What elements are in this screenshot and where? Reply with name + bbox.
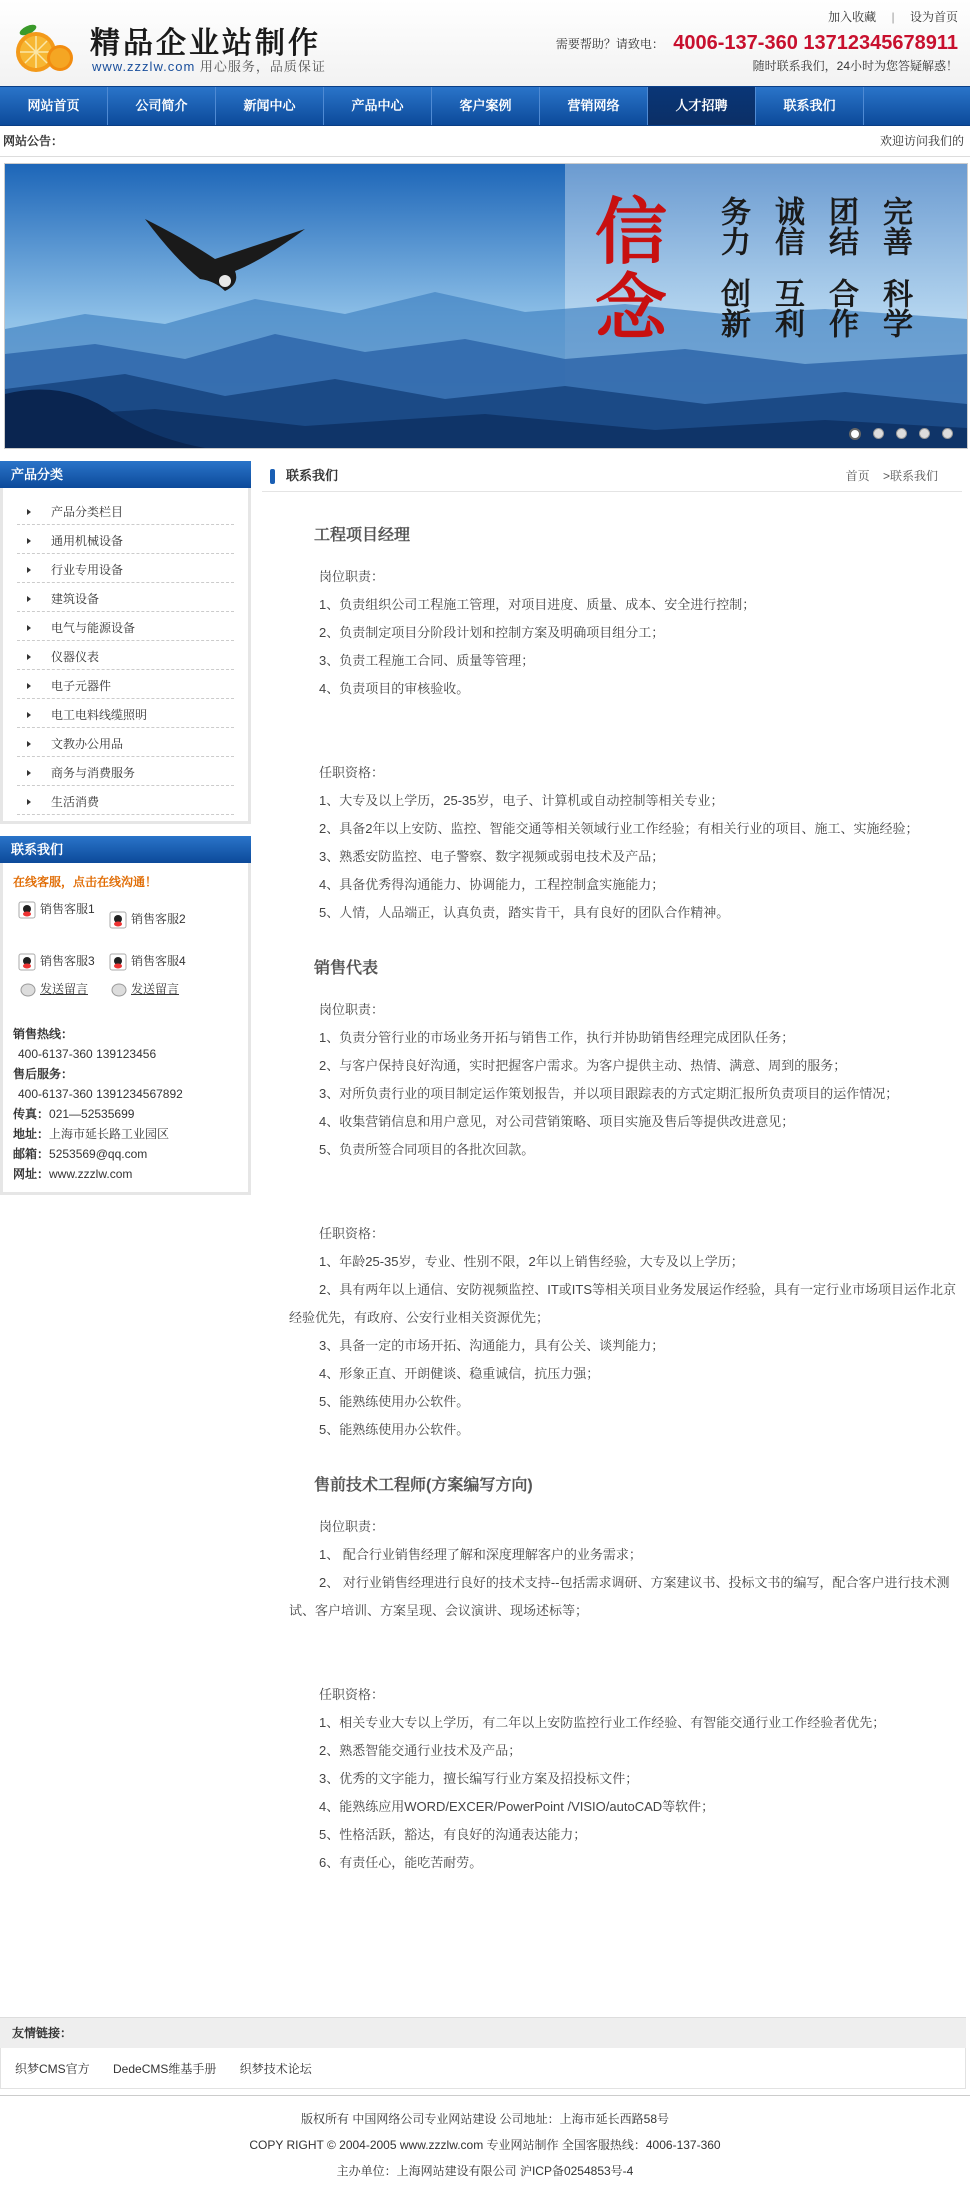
kefu-label: 销售客服4 — [131, 954, 186, 968]
info-value: 5253569@qq.com — [49, 1147, 148, 1161]
spacer — [289, 703, 962, 731]
main-nav — [0, 86, 970, 126]
banner-phrase-1: 务力 — [715, 196, 750, 256]
sidebar — [0, 461, 251, 1195]
category-item[interactable]: 电气与能源设备 — [17, 612, 234, 641]
info-line — [13, 1144, 238, 1164]
friend-link[interactable]: DedeCMS维基手册 — [113, 2062, 217, 2076]
slide-dots — [849, 428, 953, 440]
req-item: 5、人情，人品端正，认真负责，踏实肯干，具有良好的团队合作精神。 — [319, 905, 730, 920]
req-label: 任职资格： — [319, 1687, 385, 1702]
spacer — [289, 731, 962, 759]
info-label: 售后服务： — [13, 1067, 74, 1081]
friend-link[interactable]: 织梦技术论坛 — [239, 2062, 312, 2076]
banner-char-1: 信 — [595, 189, 668, 274]
top-links — [828, 8, 958, 25]
req-item: 4、具备优秀得沟通能力、协调能力，工程控制盒实施能力； — [319, 877, 665, 892]
info-line — [13, 1024, 238, 1044]
spacer — [289, 1164, 962, 1192]
job-title: 工程项目经理 — [314, 527, 411, 544]
main-area — [0, 461, 970, 2001]
nav-contact[interactable]: 联系我们 — [756, 87, 864, 125]
nav-cases[interactable]: 客户案例 — [432, 87, 540, 125]
info-line — [13, 1104, 238, 1124]
slide-dot-2[interactable] — [873, 428, 884, 439]
info-value: 400-6137-360 1391234567892 — [18, 1087, 183, 1101]
info-label: 网址： — [13, 1167, 50, 1181]
logo-slogan: 用心服务，品质保证 — [199, 59, 326, 74]
info-label: 传真： — [13, 1107, 50, 1121]
info-value: 021—52535699 — [49, 1107, 135, 1121]
site-notice — [0, 126, 970, 157]
duty-label: 岗位职责： — [319, 1519, 385, 1534]
job-title: 销售代表 — [314, 960, 379, 977]
kefu-1[interactable] — [18, 900, 98, 919]
info-label: 地址： — [13, 1127, 50, 1141]
job-listings — [262, 492, 962, 1877]
req-item: 5、能熟练使用办公软件。 — [319, 1394, 470, 1409]
duty-item: 1、负责组织公司工程施工管理，对项目进度、质量、成本、安全进行控制； — [319, 597, 756, 612]
footer-line: COPY RIGHT © 2004-2005 www.zzzlw.com 专业网站制作 全国客服热线：4006-137-360 — [249, 2138, 721, 2152]
req-label: 任职资格： — [319, 1226, 385, 1241]
duty-item: 4、收集营销信息和用户意见，对公司营销策略、项目实施及售后等提供改进意见； — [319, 1114, 795, 1129]
send-message-label: 发送留言 — [40, 982, 89, 996]
page-title: 联系我们 — [286, 468, 339, 483]
req-item: 1、大专及以上学历，25-35岁，电子、计算机或自动控制等相关专业； — [319, 793, 724, 808]
duty-item: 1、负责分管行业的市场业务开拓与销售工作，执行并协助销售经理完成团队任务； — [319, 1030, 795, 1045]
req-item: 3、具备一定的市场开拓、沟通能力，具有公关、谈判能力； — [319, 1338, 665, 1353]
duty-item: 2、 对行业销售经理进行良好的技术支持--包括需求调研、方案建议书、投标文书的编写，配合客户进行技术测试、客户培训、方案呈现、会议演讲、现场述标等； — [289, 1575, 950, 1618]
category-item[interactable]: 建筑设备 — [17, 583, 234, 612]
help-label: 需要帮助？请致电： — [555, 37, 664, 51]
duty-item: 2、负责制定项目分阶段计划和控制方案及明确项目组分工； — [319, 625, 665, 640]
duty-item: 4、负责项目的审核验收。 — [319, 681, 470, 696]
hotline-number: 4006-137-360 13712345678911 — [673, 32, 958, 54]
send-message-link-2[interactable] — [111, 980, 179, 997]
category-item[interactable]: 商务与消费服务 — [17, 757, 234, 786]
category-item[interactable]: 电工电料线缆照明 — [17, 699, 234, 728]
online-service-title: 在线客服，点击在线沟通！ — [13, 875, 158, 889]
send-message-link-1[interactable] — [20, 980, 88, 997]
info-line — [13, 1064, 238, 1084]
banner-red-chars — [595, 189, 668, 350]
kefu-label: 销售客服2 — [131, 912, 186, 926]
category-item[interactable]: 产品分类栏目 — [17, 496, 234, 525]
info-label: 销售热线： — [13, 1027, 74, 1041]
content-area — [262, 461, 962, 1877]
banner-phrases — [695, 196, 911, 338]
banner — [4, 163, 968, 449]
banner-phrase-3: 团结 — [823, 196, 858, 256]
notice-text[interactable]: 欢迎访问我们的 — [879, 134, 964, 148]
contact-title: 联系我们 — [0, 836, 251, 863]
req-item: 4、能熟练应用WORD/EXCER/PowerPoint /VISIO/autoCAD等软件； — [319, 1799, 715, 1814]
kefu-3[interactable] — [18, 952, 95, 971]
banner-phrase-5: 创新 — [715, 278, 750, 338]
add-favorite-link[interactable]: 加入收藏 — [828, 10, 877, 24]
category-item[interactable]: 行业专用设备 — [17, 554, 234, 583]
kefu-grid — [13, 900, 238, 1006]
orange-logo-icon — [10, 18, 80, 74]
slide-dot-5[interactable] — [942, 428, 953, 439]
banner-phrase-6: 互利 — [769, 278, 804, 338]
req-item: 1、年龄25-35岁，专业、性别不限，2年以上销售经验，大专及以上学历； — [319, 1254, 744, 1269]
category-item[interactable]: 文教办公用品 — [17, 728, 234, 757]
friend-link[interactable]: 织梦CMS官方 — [15, 2062, 90, 2076]
kefu-4[interactable] — [109, 952, 186, 971]
nav-home[interactable]: 网站首页 — [0, 87, 108, 125]
duty-item: 1、 配合行业销售经理了解和深度理解客户的业务需求； — [319, 1547, 642, 1562]
info-line — [13, 1164, 238, 1184]
req-item: 5、性格活跃，豁达，有良好的沟通表达能力； — [319, 1827, 587, 1842]
duty-item: 2、与客户保持良好沟通，实时把握客户需求。为客户提供主动、热情、满意、周到的服务； — [319, 1058, 847, 1073]
req-item: 3、熟悉安防监控、电子警察、数字视频或弱电技术及产品； — [319, 849, 665, 864]
category-item[interactable]: 电子元器件 — [17, 670, 234, 699]
category-title: 产品分类 — [0, 461, 251, 488]
kefu-label: 销售客服3 — [40, 954, 95, 968]
req-item: 3、优秀的文字能力，擅长编写行业方案及招投标文件； — [319, 1771, 639, 1786]
slide-dot-1[interactable] — [849, 428, 861, 440]
job-title: 售前技术工程师(方案编写方向) — [314, 1477, 533, 1494]
info-value: 400-6137-360 139123456 — [18, 1047, 157, 1061]
req-item: 5、能熟练使用办公软件。 — [319, 1422, 470, 1437]
friend-links — [0, 2017, 966, 2089]
site-header — [0, 0, 970, 86]
req-item: 6、有责任心，能吃苦耐劳。 — [319, 1855, 483, 1870]
site-footer — [0, 2095, 970, 2184]
set-homepage-link[interactable]: 设为首页 — [909, 10, 958, 24]
category-item[interactable]: 通用机械设备 — [17, 525, 234, 554]
info-line — [13, 1084, 238, 1104]
banner-phrase-2: 诚信 — [769, 196, 804, 256]
message-icon — [111, 983, 127, 997]
nav-products[interactable]: 产品中心 — [324, 87, 432, 125]
footer-line: 主办单位：上海网站建设有限公司 沪ICP备0254853号-4 — [336, 2164, 634, 2178]
req-item: 4、形象正直、开朗健谈、稳重诚信，抗压力强； — [319, 1366, 600, 1381]
info-line — [13, 1044, 238, 1064]
kefu-2[interactable] — [109, 910, 186, 929]
banner-char-2: 念 — [595, 265, 668, 350]
info-value: 上海市延长路工业园区 — [49, 1127, 170, 1141]
category-list — [3, 488, 248, 821]
logo-subtitle — [92, 56, 326, 75]
banner-phrase-7: 合作 — [823, 278, 858, 338]
logo[interactable] — [10, 16, 350, 76]
notice-label: 网站公告： — [3, 134, 64, 148]
spacer — [289, 1653, 962, 1681]
footer-line: 版权所有 中国网络公司专业网站建设 公司地址：上海市延长西路58号 — [300, 2112, 670, 2126]
duty-item: 5、负责所签合同项目的各批次回款。 — [319, 1142, 535, 1157]
nav-jobs[interactable]: 人才招聘 — [648, 87, 756, 125]
logo-url: www.zzzlw.com — [92, 59, 196, 74]
hotline — [556, 32, 958, 55]
send-message-label: 发送留言 — [131, 982, 180, 996]
banner-phrase-8: 科学 — [877, 278, 912, 338]
duty-item: 3、负责工程施工合同、质量等管理； — [319, 653, 535, 668]
divider: | — [891, 10, 895, 24]
req-item: 1、相关专业大专以上学历，有二年以上安防监控行业工作经验、有智能交通行业工作经验者优先； — [319, 1715, 886, 1730]
category-box — [0, 488, 251, 824]
qq-icon — [109, 911, 127, 929]
message-icon — [20, 983, 36, 997]
spacer — [289, 1625, 962, 1653]
duty-item: 3、对所负责行业的项目制定运作策划报告，并以项目跟踪表的方式定期汇报所负责项目的运作情况； — [319, 1086, 899, 1101]
contact-info — [13, 1024, 238, 1184]
spacer — [289, 1192, 962, 1220]
req-item: 2、具备2年以上安防、监控、智能交通等相关领域行业工作经验；有相关行业的项目、施工、实施经验； — [319, 821, 919, 836]
req-item: 2、具有两年以上通信、安防视频监控、IT或ITS等相关项目业务发展运作经验，具有一定行业市场项目运作北京经验优先，有政府、公安行业相关资源优先； — [289, 1282, 957, 1325]
qq-icon — [109, 953, 127, 971]
req-label: 任职资格： — [319, 765, 385, 780]
category-item[interactable]: 生活消费 — [17, 786, 234, 815]
info-line — [13, 1124, 238, 1144]
info-label: 邮箱： — [13, 1147, 50, 1161]
nav-marketing[interactable]: 营销网络 — [540, 87, 648, 125]
contact-box — [0, 863, 251, 1195]
breadcrumb-home[interactable]: 首页 — [845, 469, 870, 483]
req-item: 2、熟悉智能交通行业技术及产品； — [319, 1743, 522, 1758]
duty-label: 岗位职责： — [319, 1002, 385, 1017]
hotline-note: 随时联系我们，24小时为您答疑解惑！ — [752, 59, 958, 73]
friend-links-list — [0, 2048, 966, 2089]
duty-label: 岗位职责： — [319, 569, 385, 584]
breadcrumb-current[interactable]: >联系我们 — [882, 469, 938, 483]
friend-links-title: 友情链接： — [0, 2017, 966, 2048]
nav-news[interactable]: 新闻中心 — [216, 87, 324, 125]
info-value: www.zzzlw.com — [49, 1167, 133, 1181]
slide-dot-4[interactable] — [919, 428, 930, 439]
qq-icon — [18, 953, 36, 971]
breadcrumb — [836, 461, 938, 491]
category-item[interactable]: 仪器仪表 — [17, 641, 234, 670]
kefu-label: 销售客服1 — [40, 902, 95, 916]
slide-dot-3[interactable] — [896, 428, 907, 439]
logo-title: 精品企业站制作 — [90, 26, 321, 61]
content-header — [262, 461, 962, 492]
nav-about[interactable]: 公司简介 — [108, 87, 216, 125]
qq-icon — [18, 901, 36, 919]
banner-phrase-4: 完善 — [877, 196, 912, 256]
title-marker — [270, 469, 275, 484]
